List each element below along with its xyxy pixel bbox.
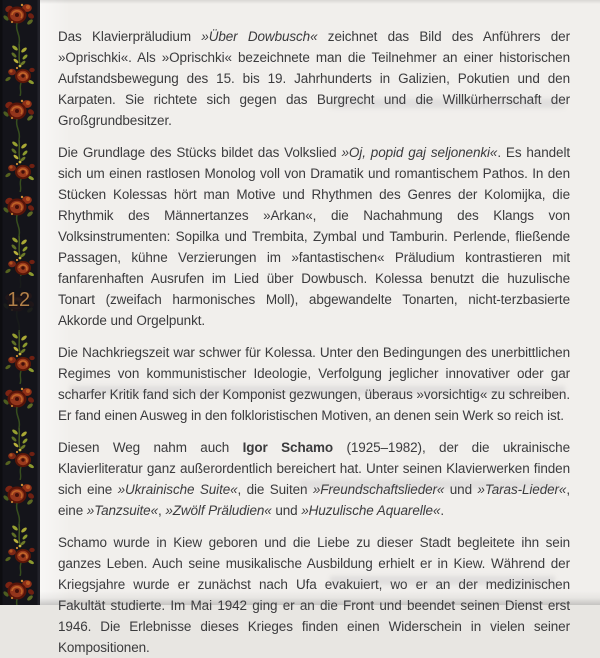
page-content xyxy=(40,0,600,655)
text-run: zeichnet das Bild des Anführers der »Oprischki«. Als »Oprischki« bezeichnete man die Teilnehmer an einer historischen Aufstandsbewegung des 15. bis 19. Jahrhunderts in Galizien, Pokutien und den Karpaten. Sie richtete sich gegen das Burgrecht und die Willkürherrschaft der Großgrundbesitzer. xyxy=(58,29,570,128)
text-run: Die Grundlage des Stücks bildet das Volkslied xyxy=(58,145,342,160)
paragraph xyxy=(58,437,570,521)
text-run: Die Nachkriegszeit war schwer für Kolessa. Unter den Bedingungen des unerbittlichen Regimes von kommunistischer Ideologie, Verfolgung jeglicher innovativer oder gar scharfer Kritik fand sich der Komponist gezwungen, überaus »vorsichtig« zu schreiben. Er fand einen Ausweg in den folkloristischen Motiven, an denen sein Werk so reich ist. xyxy=(58,345,570,423)
italic-run: »Oj, popid gaj seljonenki« xyxy=(341,145,498,160)
text-run: , eine xyxy=(58,482,570,518)
page-number: 12 xyxy=(7,289,31,311)
paragraph xyxy=(58,26,570,131)
italic-run: »Taras-Lieder« xyxy=(477,482,567,497)
text-run: , xyxy=(158,503,166,518)
text-run: Das Klavierpräludium xyxy=(58,29,202,44)
text-run: Schamo wurde in Kiew geboren und die Liebe zu dieser Stadt begleitete ihn sein ganzes Leben. Auch seine musikalische Ausbildung erhielt er in Kiew. Während der Kriegsjahre wurde er zunächst nach Ufa evakuiert, wo er an der medizinischen Fakultät studierte. Im Mai 1942 ging er an die Front und beendet seinen Dienst erst 1946. Die Erlebnisse dieses Krieges finden einen Widerschein in vielen seiner Kompositionen. xyxy=(58,535,570,655)
text-run: und xyxy=(271,503,302,518)
paragraph xyxy=(58,532,570,658)
italic-run: »Tanzsuite« xyxy=(86,503,158,518)
text-run: , die Suiten xyxy=(237,482,313,497)
italic-run: »Ukrainische Suite« xyxy=(117,482,238,497)
italic-run: »Freundschaftslieder« xyxy=(312,482,445,497)
paragraph xyxy=(58,142,570,331)
italic-run: »Zwölf Präludien« xyxy=(165,503,272,518)
text-run: und xyxy=(444,482,478,497)
text-run: (1925–1982), der die ukrainische Klavierliteratur ganz außerordentlich bereichert hat. Unter seinen Klavierwerken finden sich eine xyxy=(58,440,571,497)
text-run: Diesen Weg nahm auch xyxy=(58,440,243,455)
paragraph xyxy=(58,342,570,426)
italic-run: »Huzulische Aquarelle« xyxy=(301,503,441,518)
bold-run: Igor Schamo xyxy=(242,440,334,455)
text-run: . xyxy=(440,503,445,518)
text-run: . Es handelt sich um einen rastlosen Monolog voll von Dramatik und romantischem Pathos. In den Stücken Kolessas hört man Motive und Rhythmen des Genres der Kolomijka, die Rhythmik des Männertanzes »Arkan«, die Nachahmung des Klangs von Volksinstrumenten: Sopilka und Trembita, Zymbal und Tamburin. Perlende, fließende Passagen, kühne Verzierungen im »fantastischen« Präludium kontrastieren mit fanfarenhaften Ausrufen im Lied über Dowbusch. Kolessa benutzt die huzulische Tonart (zweifach harmonisches Moll), abgewandelte Tonarten, nicht-terzbasierte Akkorde und Orgelpunkt. xyxy=(58,145,570,328)
body-text xyxy=(58,26,570,658)
ornament-border xyxy=(0,0,40,605)
italic-run: »Über Dowbusch« xyxy=(201,29,318,44)
